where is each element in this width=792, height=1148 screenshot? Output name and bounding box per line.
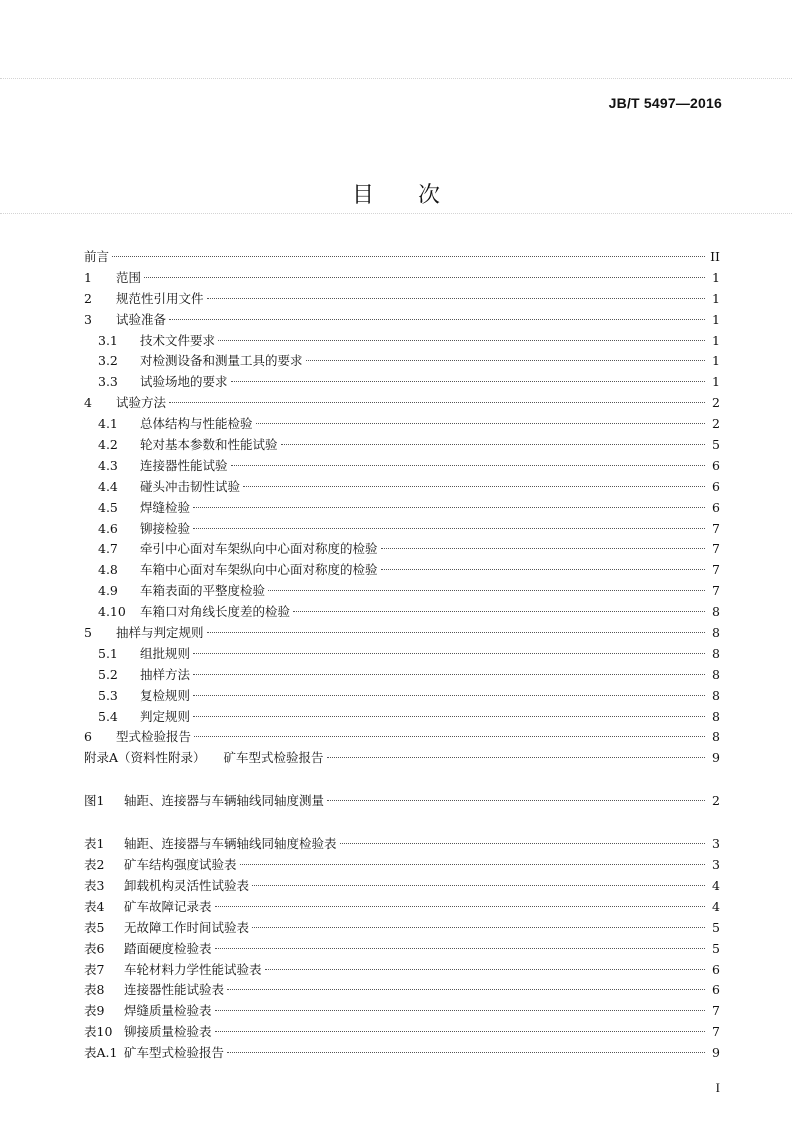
toc-subsection-entry[interactable] [84,456,720,477]
table-of-contents [84,247,720,1064]
toc-entry-number: 表A.1 [84,1045,118,1061]
dot-leader [144,277,705,278]
toc-entry-number: 表7 [84,961,105,977]
toc-entry-title: 复检规则 [140,687,191,703]
toc-entry-page: 8 [712,729,720,745]
toc-entry-title: 总体结构与性能检验 [140,416,253,432]
dot-leader [327,800,705,801]
toc-entry-page: 4 [712,877,720,893]
toc-subsection-entry[interactable] [84,331,720,352]
dot-leader [293,611,705,612]
toc-entry-title: 试验方法 [116,395,167,411]
toc-subsection-entry[interactable] [84,539,720,560]
dot-leader [215,1010,705,1011]
toc-table-entry[interactable] [84,939,720,960]
toc-entry-page: 8 [712,625,720,641]
toc-entry-page: 2 [712,395,720,411]
toc-entry-page: 2 [712,793,720,809]
dot-leader [193,507,705,508]
toc-entry-page: 8 [712,645,720,661]
toc-subsection-entry[interactable] [84,581,720,602]
toc-entry-number: 4.1 [98,416,118,432]
toc-table-entry[interactable] [84,1043,720,1064]
toc-subsection-entry[interactable] [84,644,720,665]
toc-section-entry[interactable] [84,289,720,310]
toc-entry-title: 试验场地的要求 [140,374,228,390]
scan-artifact-line [0,78,792,80]
toc-entry-number: 表10 [84,1024,113,1040]
toc-entry-title: 范围 [116,269,142,285]
toc-entry-title: 无故障工作时间试验表 [124,919,250,935]
toc-entry-page: 6 [712,982,720,998]
toc-entry-page: 3 [712,836,720,852]
toc-entry-title: 抽样方法 [140,666,191,682]
toc-subsection-entry[interactable] [84,665,720,686]
toc-entry-number: 4.2 [98,437,118,453]
dot-leader [240,864,705,865]
toc-entry-page: 6 [712,961,720,977]
toc-subsection-entry[interactable] [84,477,720,498]
dot-leader [256,423,705,424]
toc-entry-title: 铆接检验 [140,520,191,536]
toc-entry-title: 车箱表面的平整度检验 [140,583,266,599]
toc-entry-page: 1 [712,332,720,348]
toc-entry-number: 表4 [84,898,105,914]
toc-subsection-entry[interactable] [84,414,720,435]
toc-entry-title: 轴距、连接器与车辆轴线同轴度测量 [124,793,325,809]
dot-leader [218,340,705,341]
dot-leader [193,528,705,529]
toc-entry-number: 表1 [84,836,105,852]
toc-entry-foreword[interactable] [84,247,720,268]
toc-entry-number: 2 [84,290,92,306]
dot-leader [169,319,705,320]
toc-entry-title: 轴距、连接器与车辆轴线同轴度检验表 [124,836,337,852]
toc-entry-page: 7 [712,520,720,536]
toc-entry-page: 6 [712,478,720,494]
dot-leader [112,256,705,257]
toc-table-entry[interactable] [84,876,720,897]
toc-subsection-entry[interactable] [84,686,720,707]
toc-entry-page: 8 [712,687,720,703]
toc-entry-number: 表6 [84,940,105,956]
toc-entry-number: 4.6 [98,520,118,536]
toc-entry-title: 牵引中心面对车架纵向中心面对称度的检验 [140,541,378,557]
toc-entry-title: 矿车结构强度试验表 [124,857,237,873]
dot-leader [193,674,705,675]
toc-entry-number: 5 [84,625,92,641]
toc-entry-number: 4.7 [98,541,118,557]
toc-entry-title: 卸载机构灵活性试验表 [124,877,250,893]
toc-entry-title: 规范性引用文件 [116,290,204,306]
toc-entry-number: 4.9 [98,583,118,599]
dot-leader [207,298,705,299]
dot-leader [265,969,705,970]
toc-entry-number: 表9 [84,1003,105,1019]
toc-entry-number: 3.1 [98,332,118,348]
toc-entry-title: 轮对基本参数和性能试验 [140,437,278,453]
toc-entry-number: 4.8 [98,562,118,578]
toc-entry-page: 6 [712,457,720,473]
dot-leader [252,885,705,886]
dot-leader [243,486,705,487]
toc-entry-page: 8 [712,708,720,724]
toc-entry-page: 7 [712,541,720,557]
toc-entry-number: 附录A（资料性附录） [84,750,206,766]
toc-entry-number: 4.5 [98,499,118,515]
toc-entry-number: 5.2 [98,666,118,682]
toc-entry-number: 图1 [84,793,105,809]
document-number: JB/T 5497—2016 [608,95,722,111]
toc-table-entry[interactable] [84,834,720,855]
toc-entry-number: 表8 [84,982,105,998]
toc-entry-title: 矿车型式检验报告 [223,750,324,766]
toc-subsection-entry[interactable] [84,498,720,519]
page-title: 目次 [351,183,484,208]
toc-section-entry[interactable] [84,623,720,644]
toc-entry-number: 3.2 [98,353,118,369]
toc-entry-page: 9 [712,750,720,766]
toc-entry-number: 6 [84,729,92,745]
toc-entry-page: 5 [712,919,720,935]
scan-artifact-line [0,213,792,215]
toc-entry-title: 前言 [84,249,110,264]
toc-subsection-entry[interactable] [84,372,720,393]
toc-entry-title: 试验准备 [116,311,167,327]
toc-entry-title: 踏面硬度检验表 [124,940,212,956]
toc-entry-title: 连接器性能试验表 [124,982,225,998]
toc-entry-page: 6 [712,499,720,515]
dot-leader [281,444,705,445]
toc-entry-page: 8 [712,666,720,682]
toc-subsection-entry[interactable] [84,519,720,540]
toc-entry-page: 4 [712,898,720,914]
toc-entry-page: 1 [712,290,720,306]
toc-entry-number: 4.3 [98,457,118,473]
dot-leader [227,1052,705,1053]
toc-entry-page: 1 [712,311,720,327]
toc-entry-page: 1 [712,353,720,369]
toc-subsection-entry[interactable] [84,351,720,372]
dot-leader [252,927,705,928]
toc-entry-title: 焊缝质量检验表 [124,1003,212,1019]
toc-entry-page: 1 [712,374,720,390]
toc-entry-page: 9 [712,1045,720,1061]
dot-leader [194,736,705,737]
dot-leader [215,906,705,907]
toc-subsection-entry[interactable] [84,602,720,623]
toc-entry-number: 4.10 [98,604,126,620]
toc-entry-number: 1 [84,269,92,285]
toc-entry-title: 判定规则 [140,708,191,724]
toc-entry-page: 8 [712,604,720,620]
toc-table-entry[interactable] [84,980,720,1001]
toc-section-entry[interactable] [84,727,720,748]
toc-table-entry[interactable] [84,897,720,918]
toc-entry-page: 5 [712,437,720,453]
dot-leader [215,1031,705,1032]
dot-leader [215,948,705,949]
toc-entry-page: II [710,249,720,264]
toc-entry-title: 焊缝检验 [140,499,191,515]
toc-table-entry[interactable] [84,1001,720,1022]
toc-entry-title: 车箱口对角线长度差的检验 [140,604,291,620]
toc-entry-number: 3 [84,311,92,327]
toc-entry-title: 型式检验报告 [116,729,192,745]
dot-leader [327,757,705,758]
toc-section-entry[interactable] [84,310,720,331]
toc-entry-page: 7 [712,1024,720,1040]
dot-leader [207,632,705,633]
toc-section-entry[interactable] [84,268,720,289]
dot-leader [381,548,705,549]
toc-subsection-entry[interactable] [84,560,720,581]
dot-leader [231,465,705,466]
toc-figure-entry[interactable] [84,791,720,812]
dot-leader [268,590,705,591]
spacer [84,769,720,791]
toc-entry-title: 碰头冲击韧性试验 [140,478,241,494]
toc-entry-page: 3 [712,857,720,873]
page-number: I [715,1080,720,1095]
dot-leader [169,402,705,403]
toc-entry-number: 4.4 [98,478,118,494]
toc-entry-page: 2 [712,416,720,432]
toc-table-entry[interactable] [84,960,720,981]
toc-entry-number: 5.4 [98,708,118,724]
toc-entry-number: 5.3 [98,687,118,703]
toc-entry-page: 7 [712,1003,720,1019]
spacer [84,812,720,834]
dot-leader [340,843,705,844]
toc-entry-number: 表3 [84,877,105,893]
toc-section-entry[interactable] [84,393,720,414]
toc-entry-page: 7 [712,562,720,578]
toc-subsection-entry[interactable] [84,707,720,728]
dot-leader [227,989,705,990]
toc-entry-appendix[interactable] [84,748,720,769]
toc-entry-number: 3.3 [98,374,118,390]
toc-table-entry[interactable] [84,855,720,876]
toc-entry-title: 车轮材料力学性能试验表 [124,961,262,977]
toc-entry-title: 技术文件要求 [140,332,216,348]
toc-entry-title: 矿车型式检验报告 [124,1045,225,1061]
toc-entry-title: 抽样与判定规则 [116,625,204,641]
dot-leader [193,716,705,717]
toc-entry-title: 对检测设备和测量工具的要求 [140,353,303,369]
toc-entry-page: 1 [712,269,720,285]
dot-leader [193,653,705,654]
dot-leader [231,381,705,382]
toc-entry-title: 矿车故障记录表 [124,898,212,914]
toc-entry-number: 5.1 [98,645,118,661]
toc-entry-title: 车箱中心面对车架纵向中心面对称度的检验 [140,562,378,578]
toc-table-entry[interactable] [84,1022,720,1043]
toc-table-entry[interactable] [84,918,720,939]
dot-leader [381,569,705,570]
toc-entry-number: 表2 [84,857,105,873]
toc-entry-number: 4 [84,395,92,411]
toc-entry-page: 5 [712,940,720,956]
toc-subsection-entry[interactable] [84,435,720,456]
toc-entry-title: 连接器性能试验 [140,457,228,473]
toc-entry-page: 7 [712,583,720,599]
toc-entry-title: 组批规则 [140,645,191,661]
dot-leader [193,695,705,696]
toc-entry-title: 铆接质量检验表 [124,1024,212,1040]
dot-leader [306,360,705,361]
toc-entry-number: 表5 [84,919,105,935]
